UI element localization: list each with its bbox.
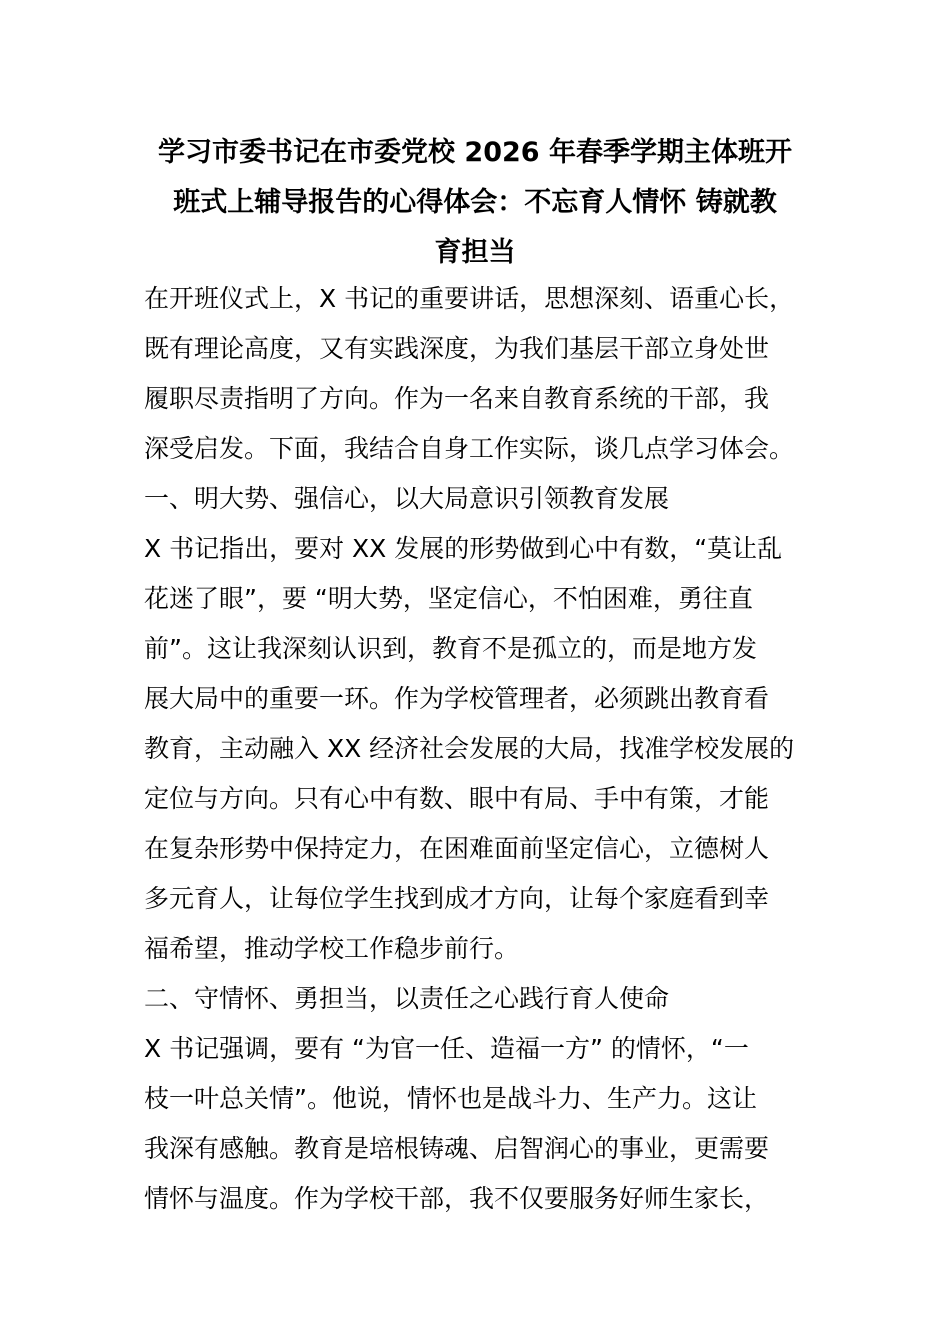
document-title [140,128,810,278]
paragraph-line: 深受启发。下面，我结合自身工作实际，谈几点学习体会。 [144,434,795,463]
paragraph-line: 履职尽责指明了方向。作为一名来自教育系统的干部，我 [144,384,770,413]
paragraph-line: X 书记强调，要有 “为官一任、造福一方” 的情怀，“一 [144,1034,749,1063]
paragraph-line: 在开班仪式上，X 书记的重要讲话，思想深刻、语重心长， [144,284,795,313]
paragraph-line: X 书记指出，要对 XX 发展的形势做到心中有数，“莫让乱 [144,534,783,563]
paragraph-line: 枝一叶总关情”。他说，情怀也是战斗力、生产力。这让 [144,1084,757,1113]
paragraph-line: 教育，主动融入 XX 经济社会发展的大局，找准学校发展的 [144,734,795,763]
paragraph-line: 前”。这让我深刻认识到，教育不是孤立的，而是地方发 [144,634,757,663]
title-line: 班式上辅导报告的心得体会：不忘育人情怀 铸就教 [173,187,777,218]
title-line: 育担当 [434,237,516,268]
paragraph-line: 多元育人，让每位学生找到成才方向，让每个家庭看到幸 [144,884,770,913]
section-heading: 二、守情怀、勇担当，以责任之心践行育人使命 [144,984,670,1013]
paragraph-line: 福希望，推动学校工作稳步前行。 [144,934,520,963]
paragraph-line: 我深有感触。教育是培根铸魂、启智润心的事业，更需要 [144,1134,770,1163]
paragraph-line: 情怀与温度。作为学校干部，我不仅要服务好师生家长， [144,1184,770,1213]
paragraph-line: 定位与方向。只有心中有数、眼中有局、手中有策，才能 [144,784,770,813]
paragraph-line: 展大局中的重要一环。作为学校管理者，必须跳出教育看 [144,684,770,713]
paragraph-line: 既有理论高度，又有实践深度，为我们基层干部立身处世 [144,334,770,363]
paragraph-line: 在复杂形势中保持定力，在困难面前坚定信心，立德树人 [144,834,770,863]
title-line: 学习市委书记在市委党校 2026 年春季学期主体班开 [158,137,792,168]
section-heading: 一、明大势、强信心，以大局意识引领教育发展 [144,484,670,513]
paragraph-line: 花迷了眼”，要 “明大势，坚定信心，不怕困难，勇往直 [144,584,753,613]
